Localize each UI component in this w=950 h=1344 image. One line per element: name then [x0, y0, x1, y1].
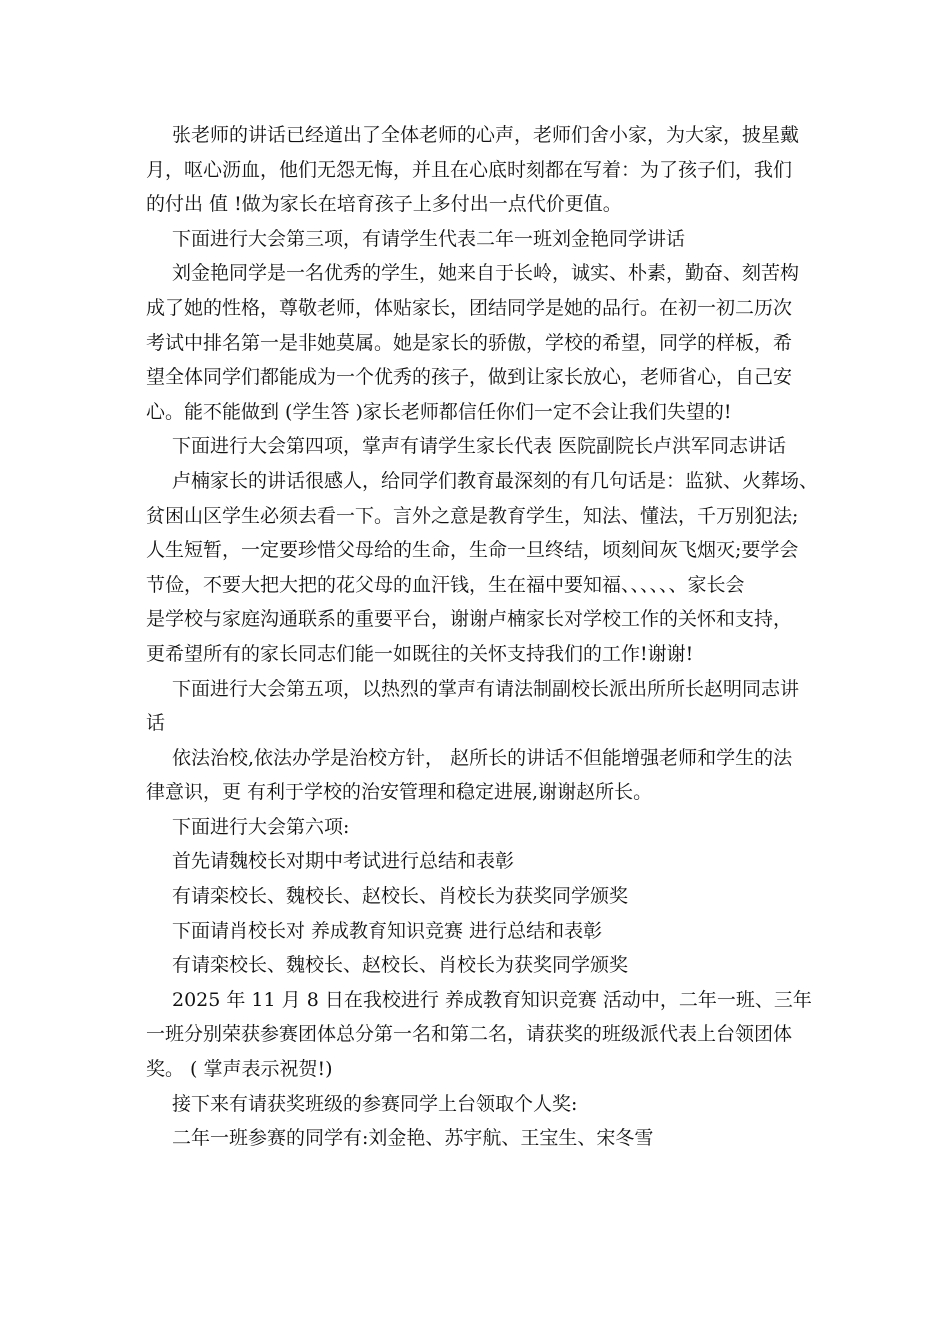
text-line: 2025 年 11 月 8 日在我校进行 养成教育知识竞赛 活动中，二年一班、三年 — [172, 988, 812, 1011]
text-line: 张老师的讲话已经道出了全体老师的心声，老师们舍小家，为大家，披星戴 — [172, 124, 800, 146]
text-line: 下面进行大会第四项，掌声有请学生家长代表 医院副院长卢洪军同志讲话 — [172, 435, 787, 458]
text-line: 二年一班参赛的同学有:刘金艳、苏宇航、王宝生、宋冬雪 — [172, 1127, 654, 1150]
text-line: 律意识，更 有利于学校的治安管理和稳定进展,谢谢赵所长。 — [146, 781, 653, 804]
text-line: 成了她的性格，尊敬老师，体贴家长，团结同学是她的品行。在初一初二历次 — [146, 296, 793, 319]
document-body — [146, 118, 819, 1156]
text-line: 有请栾校长、魏校长、赵校长、肖校长为获奖同学颁奖 — [172, 954, 629, 977]
text-line: 刘金艳同学是一名优秀的学生，她来自于长岭，诚实、朴素，勤奋、刻苦构 — [172, 262, 800, 285]
text-line: 奖。 ( 掌声表示祝贺!) — [146, 1058, 333, 1081]
text-line: 望全体同学们都能成为一个优秀的孩子，做到让家长放心，老师省心，自己安 — [146, 366, 793, 389]
text-line: 心。能不能做到 (学生答 )家长老师都信任你们一定不会让我们失望的! — [146, 400, 732, 423]
text-line: 下面进行大会第三项，有请学生代表二年一班刘金艳同学讲话 — [172, 227, 686, 250]
text-line: 考试中排名第一是非她莫属。她是家长的骄傲，学校的希望，同学的样板，希 — [146, 331, 793, 354]
text-line: 下面进行大会第五项，以热烈的掌声有请法制副校长派出所所长赵明同志讲 — [172, 677, 800, 700]
text-line: 依法治校,依法办学是治校方针， 赵所长的讲话不但能增强老师和学生的法 — [172, 746, 793, 769]
text-line: 首先请魏校长对期中考试进行总结和表彰 — [172, 850, 515, 873]
text-line: 节俭，不要大把大把的花父母的血汗钱，生在福中要知福、、、、、、家长会 — [146, 573, 745, 596]
text-line: 是学校与家庭沟通联系的重要平台，谢谢卢楠家长对学校工作的关怀和支持， — [146, 608, 793, 631]
text-line: 卢楠家长的讲话很感人，给同学们教育最深刻的有几句话是：监狱、火葬场、 — [172, 469, 819, 492]
text-line: 贫困山区学生必须去看一下。言外之意是教育学生，知法、懂法，千万别犯法; — [146, 504, 799, 527]
text-line: 话 — [146, 712, 166, 735]
text-line: 一班分别荣获参赛团体总分第一名和第二名，请获奖的班级派代表上台领团体 — [146, 1023, 793, 1046]
text-line: 下面进行大会第六项: — [172, 815, 350, 838]
text-line: 的付出 值 !做为家长在培育孩子上多付出一点代价更值。 — [146, 193, 622, 216]
text-line: 人生短暂，一定要珍惜父母给的生命，生命一旦终结，顷刻间灰飞烟灭;要学会 — [146, 539, 799, 562]
text-line: 有请栾校长、魏校长、赵校长、肖校长为获奖同学颁奖 — [172, 885, 629, 908]
text-line: 月，呕心沥血，他们无怨无悔，并且在心底时刻都在写着：为了孩子们，我们 — [146, 158, 793, 181]
text-line: 下面请肖校长对 养成教育知识竞赛 进行总结和表彰 — [172, 919, 603, 942]
text-line: 更希望所有的家长同志们能一如既往的关怀支持我们的工作!谢谢! — [146, 642, 694, 665]
text-line: 接下来有请获奖班级的参赛同学上台领取个人奖: — [172, 1092, 578, 1115]
